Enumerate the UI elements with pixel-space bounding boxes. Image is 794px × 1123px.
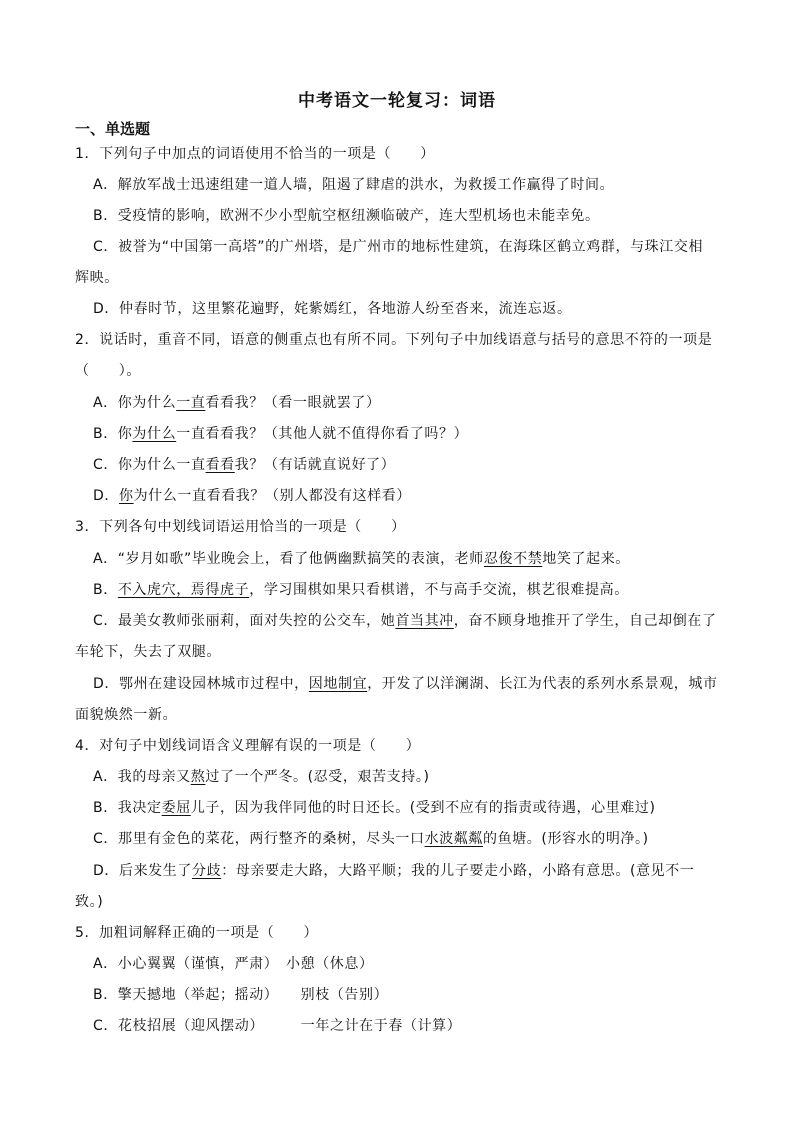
question-3-option-d-cont: 面貌焕然一新。 — [75, 707, 178, 723]
underlined-word: 为什么 — [132, 426, 177, 442]
question-4-option-d-cont: 致。) — [75, 894, 104, 910]
question-3-option-b: B．不入虎穴，焉得虎子，学习围棋如果只看棋谱，不与高手交流，棋艺很难提高。 — [93, 582, 629, 598]
question-2-option-a: A．你为什么一直看看我？（看一眼就罢了） — [93, 395, 381, 411]
underlined-word: 看看 — [205, 457, 235, 473]
question-3-option-c-cont: 车轮下，失去了双腿。 — [75, 644, 221, 660]
underlined-word: 首当其冲 — [395, 613, 454, 629]
question-3-option-a: A．“岁月如歌”毕业晚会上，看了他俩幽默搞笑的表演，老师忍俊不禁地笑了起来。 — [93, 551, 630, 567]
question-1-option-b: B．受疫情的影响，欧洲不少小型航空枢纽濒临破产，连大型机场也未能幸免。 — [93, 208, 600, 224]
underlined-word: 水波粼粼 — [424, 831, 483, 847]
question-4-option-d: D．后来发生了分歧：母亲要走大路，大路平顺；我的儿子要走小路，小路有意思。(意见不一 — [93, 863, 695, 879]
question-3-stem: 3．下列各句中划线词语运用恰当的一项是（ ） — [75, 519, 406, 535]
question-5-option-b: B．擎天撼地（举起；摇动） 别枝（告别） — [93, 987, 389, 1003]
question-1-option-d: D．仲春时节，这里繁花遍野，姹紫嫣红，各地游人纷至沓来，流连忘返。 — [93, 301, 572, 317]
question-5-option-c: C．花枝招展（迎风摆动） 一年之计在于春（计算） — [93, 1018, 462, 1034]
question-4-option-b: B．我决定委屈儿子，因为我伴同他的时日还长。(受到不应有的指责或待遇，心里难过) — [93, 800, 656, 816]
underlined-word: 不入虎穴，焉得虎子 — [117, 582, 250, 598]
question-3-option-d: D．鄂州在建设园林城市过程中，因地制宜，开发了以洋澜湖、长江为代表的系列水系景观，城市 — [93, 676, 718, 692]
question-5-option-a: A．小心翼翼（谨慎，严肃） 小憩（休息） — [93, 956, 374, 972]
question-5-stem: 5．加粗词解释正确的一项是（ ） — [75, 925, 319, 941]
question-4-stem: 4．对句子中划线词语含义理解有误的一项是（ ） — [75, 738, 421, 754]
section-heading: 一、单选题 — [75, 120, 151, 138]
question-2-stem-cont: （ ）。 — [75, 363, 141, 379]
underlined-word: 一直 — [176, 395, 206, 411]
question-2-option-d: D．你为什么一直看看我？（别人都没有这样看） — [93, 488, 411, 504]
question-2-option-b: B．你为什么一直看看我？（其他人就不值得你看了吗？） — [93, 426, 469, 442]
question-1-option-c: C．被誉为“中国第一高塔”的广州塔，是广州市的地标性建筑，在海珠区鹤立鸡群，与珠江交相 — [93, 239, 704, 255]
question-2-option-c: C．你为什么一直看看我？（有话就直说好了） — [93, 457, 396, 473]
question-1-option-a: A．解放军战士迅速组建一道人墙，阻遏了肆虐的洪水，为救援工作赢得了时间。 — [93, 177, 615, 193]
underlined-word: 分歧 — [191, 863, 222, 879]
question-4-option-a: A．我的母亲又熬过了一个严冬。(忍受，艰苦支持。) — [93, 769, 430, 785]
question-1-stem: 1．下列句子中加点的词语使用不恰当的一项是（ ） — [75, 146, 435, 162]
question-2-stem: 2．说话时，重音不同，语意的侧重点也有所不同。下列句子中加线语意与括号的意思不符的一项是 — [75, 332, 713, 348]
question-1-option-c-cont: 辉映。 — [75, 270, 119, 286]
question-4-option-c: C．那里有金色的菜花，两行整齐的桑树，尽头一口水波粼粼的鱼塘。(形容水的明净。) — [93, 831, 649, 847]
underlined-word: 委屈 — [161, 800, 191, 816]
underlined-word: 忍俊不禁 — [483, 551, 543, 567]
underlined-word: 熬 — [190, 769, 206, 785]
question-3-option-c: C．最美女教师张丽莉，面对失控的公交车，她首当其冲，奋不顾身地推开了学生，自己却倒在了 — [93, 613, 717, 629]
underlined-word: 因地制宜 — [308, 676, 368, 692]
underlined-word: 你 — [118, 488, 134, 504]
document-title: 中考语文一轮复习：词语 — [298, 91, 496, 111]
